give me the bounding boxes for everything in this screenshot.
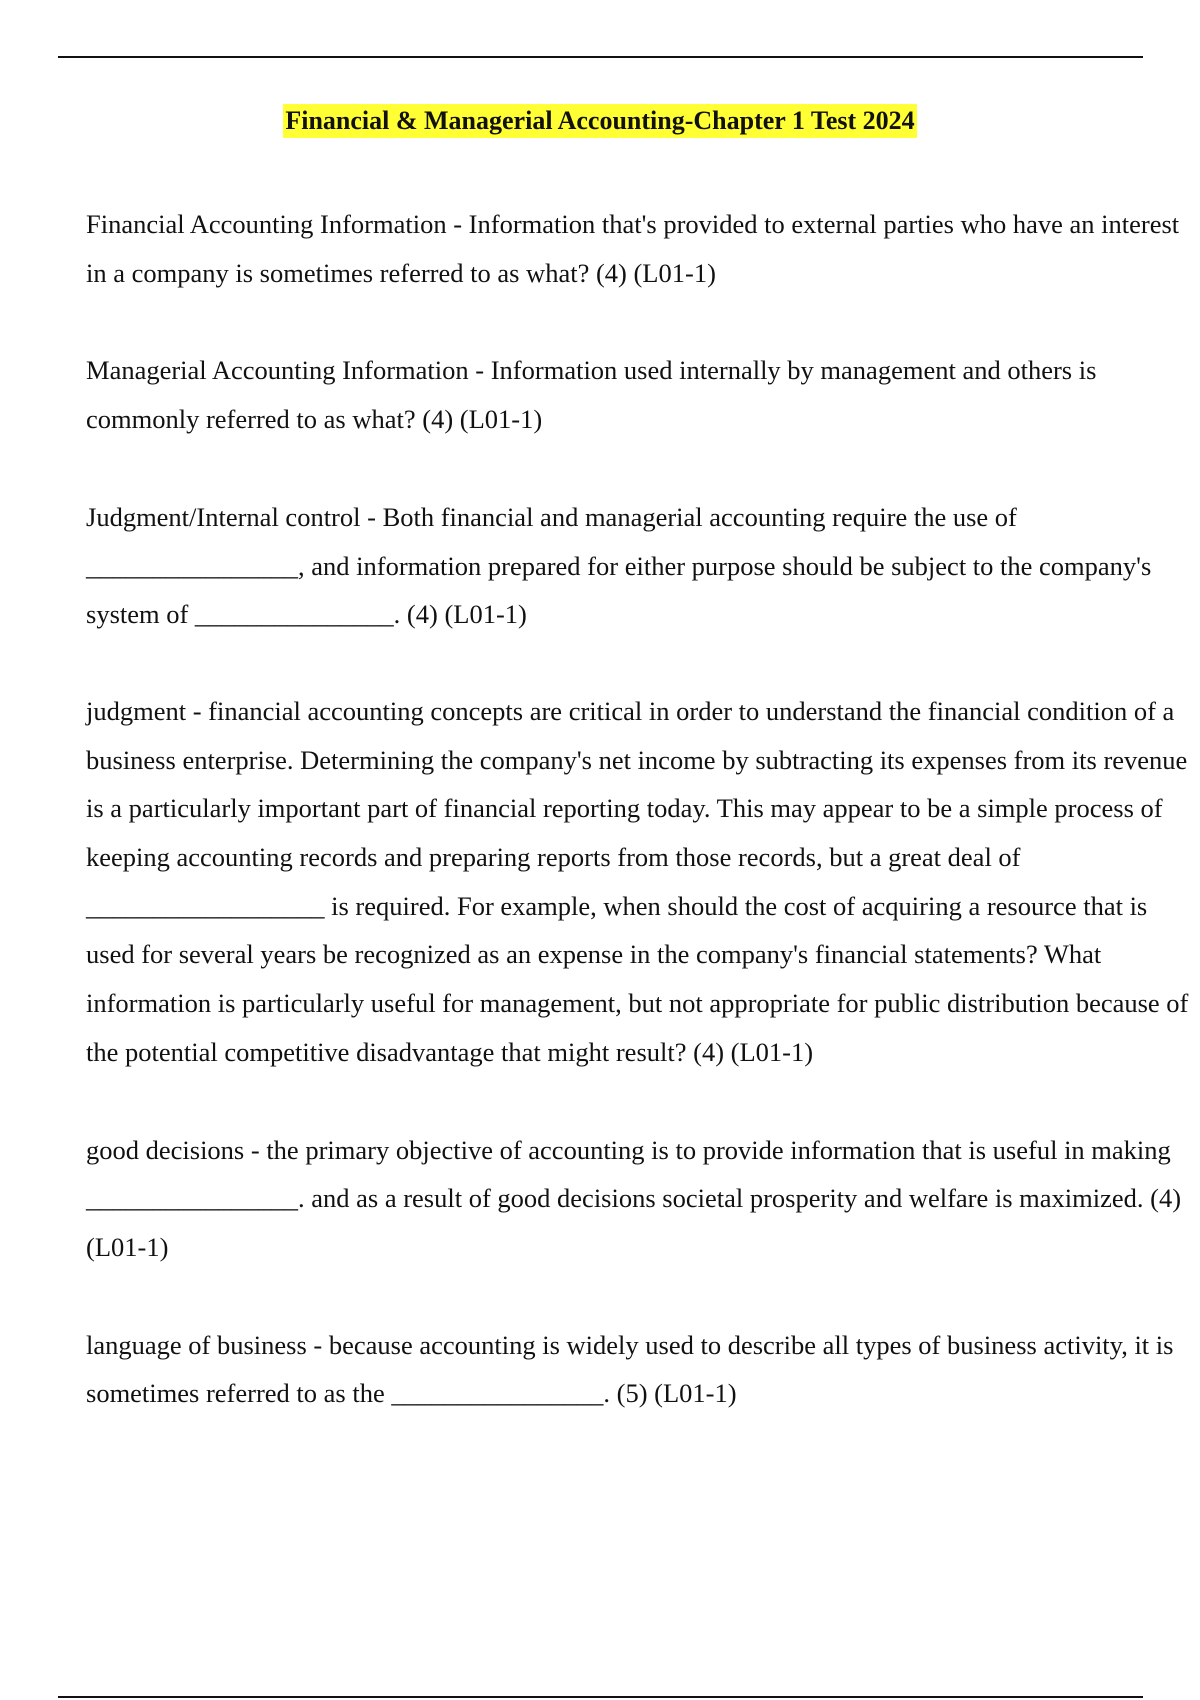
qa-item: language of business - because accounting is widely used to describe all types of business activity, it is sometimes referred to as the ________________. (5) (L01-1) <box>86 1329 1174 1409</box>
qa-item: Managerial Accounting Information - Information used internally by management and others is commonly referred to as what? (4) (L01-1) <box>86 355 1097 435</box>
qa-list <box>86 200 1196 1467</box>
qa-item: judgment - financial accounting concepts are critical in order to understand the financial condition of a business enterprise. Determining the company's net income by subtracting its expenses from its revenue is a particularly important part of financial reporting today. This may appear to be a simple process of keeping accounting records and preparing reports from those records, but a great deal of __________________ is required. For example, when should the cost of acquiring a resource that is used for several years be recognized as an expense in the company's financial statements? What information is particularly useful for management, but not appropriate for public distribution because of the potential competitive disadvantage that might result? (4) (L01-1) <box>86 695 1189 1067</box>
top-rule <box>58 56 1143 58</box>
document-title: Financial & Managerial Accounting-Chapter 1 Test 2024 <box>283 104 916 138</box>
bottom-rule <box>58 1696 1143 1698</box>
qa-item: Financial Accounting Information - Information that's provided to external parties who have an interest in a company is sometimes referred to as what? (4) (L01-1) <box>86 209 1180 288</box>
qa-item: Judgment/Internal control - Both financial and managerial accounting require the use of ________________, and information prepared for either purpose should be subject to the company's system of _______________. (4) (L01-1) <box>86 501 1152 630</box>
title-container <box>0 104 1200 138</box>
qa-item: good decisions - the primary objective of accounting is to provide information that is useful in making ________________. and as a result of good decisions societal prosperity and welfare is maximized. (4) (L01-1) <box>86 1134 1182 1262</box>
